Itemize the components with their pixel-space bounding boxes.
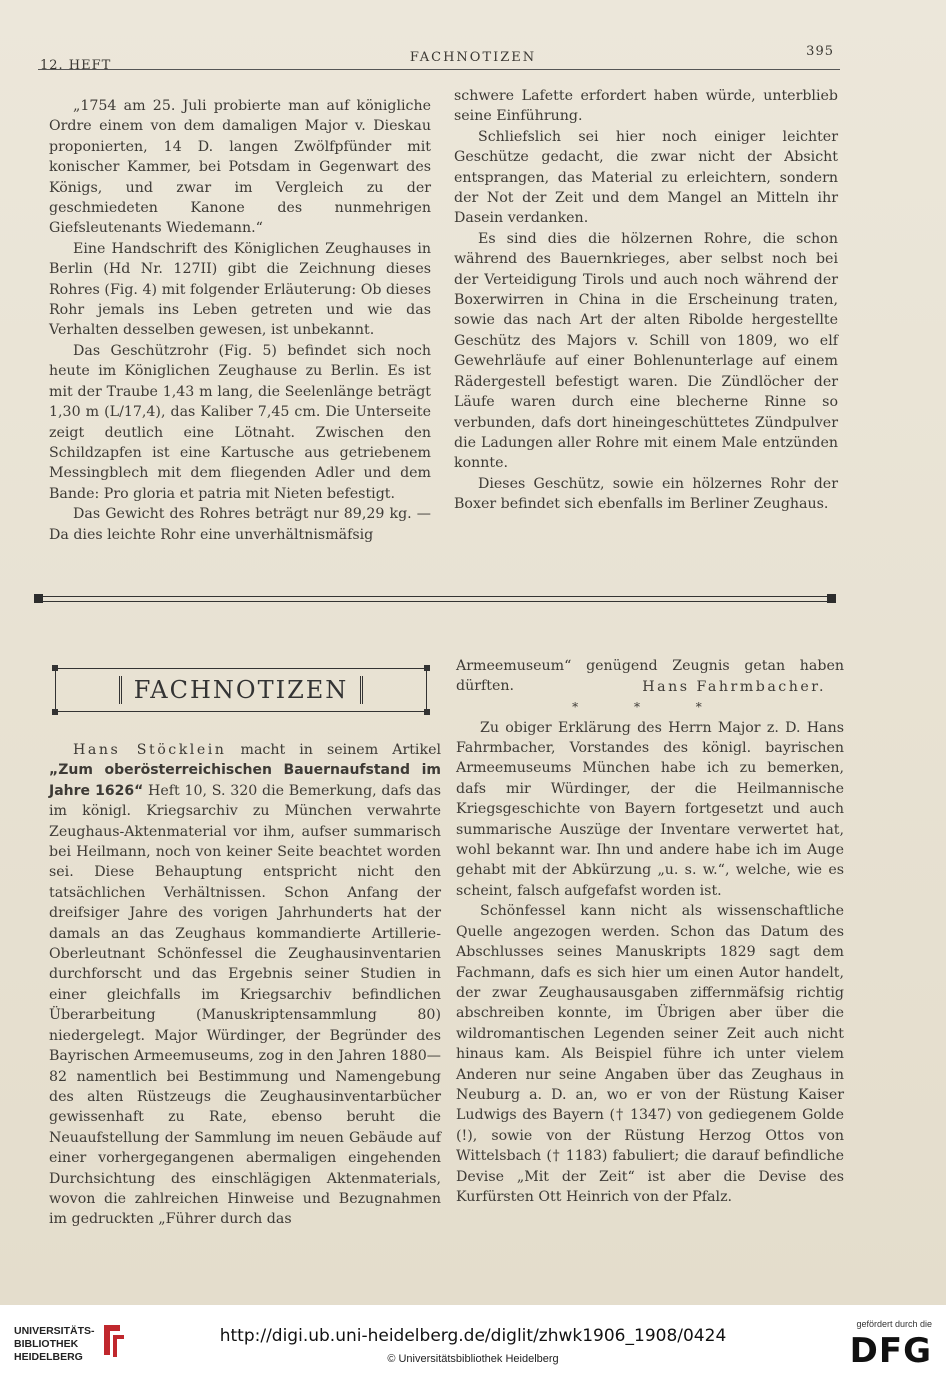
star-divider: * * * — [572, 700, 728, 715]
page-url[interactable]: http://digi.ub.uni-heidelberg.de/diglit/zhwk1906_1908/0424 — [219, 1326, 727, 1346]
section-separator — [34, 589, 836, 611]
author-name: Hans Stöcklein — [73, 742, 227, 758]
paragraph: Schliefslich sei hier noch einiger leichter Geschütze gedacht, die zwar nicht der Absicht entsprangen, das Material zu erleichtern, sondern der Not der Zeit und dem Mangel an Mitteln ihr Dasein verdanken. — [454, 128, 838, 227]
signature: Hans Fahrmbacher. — [642, 678, 826, 695]
copyright: © Universitätsbibliothek Heidelberg — [387, 1353, 559, 1365]
separator-line — [40, 596, 830, 597]
dfg-logo: DFG — [849, 1331, 932, 1371]
library-name-line: BIBLIOTHEK — [14, 1338, 79, 1350]
column-2 — [454, 86, 838, 515]
corner-square — [424, 665, 430, 671]
text-run: macht in seinem Artikel — [240, 742, 442, 758]
paragraph: Armeemuseum“ genügend Zeugnis getan haben dürften. — [456, 658, 844, 695]
corner-square — [52, 709, 58, 715]
library-name-line: HEIDELBERG — [14, 1351, 83, 1363]
text-run: Heft 10, S. 320 die Bemerkung, dafs das im königl. Kriegsarchiv zu München verwahrte Zeughaus-Aktenmaterial vor ihm, aufser summarisch bei Heilmann, noch von keiner Seite beachtet worden sei. Diese Behauptung entspricht nicht den tatsächlichen Verhältnissen. Schon Anfang der dreifsiger Jahre des vorigen Jahrhunderts hat der damals an das Zeughaus kommandierte Artillerie-Oberleutnant Schönfessel die Zeughausinventarien durchforscht und das Ergebnis seiner Studien in einer gleichfalls im Kriegsarchiv befindlichen Überarbeitung (Manuskriptensammlung 80) niedergelegt. Major Würdinger, der Begründer des Bayrischen Armeemuseums, zog in den Jahren 1880—82 namentlich bei Bestimmung und Namengebung des alten Rüstzeugs die Zeughausinventarbücher gewissenhaft zu Rate, ebenso beruht die Neuaufstellung der Sammlung im neuen Gebäude auf einer vorhergegangenen abermaligen eingehenden Durchsichtung des einschlägigen Aktenmaterials, wovon die zahlreichen Hinweise und Bezugnahmen im gedruckten „Führer durch das — [49, 782, 442, 1228]
paragraph: „1754 am 25. Juli probierte man auf königliche Ordre einem von dem damaligen Major v. Dieskau proponierten, 14 D. langen Zwölfpfünder mit konischer Kammer, bei Potsdam in Gegenwart des Königs, und zwar im Vergleich zu der geschmiedeten Kanone des nunmehrigen Giefsleutenants Wiedemann.“ — [49, 98, 431, 237]
article-title: „Zum oberösterreichischen Bauernaufstand im Jahre 1626“ — [49, 762, 441, 799]
running-head-title: FACHNOTIZEN — [409, 50, 537, 65]
section-title-box — [49, 662, 433, 718]
paragraph: Eine Handschrift des Königlichen Zeughauses in Berlin (Hd Nr. 127II) gibt die Zeichnung dieses Rohres (Fig. 4) mit folgender Erläuterung: Ob dieses Rohr jemals ins Leben getreten und wie das Verhalten desselben gewesen, ist unbekannt. — [49, 240, 431, 339]
separator-square — [827, 594, 836, 603]
running-head-issue: 12. HEFT — [40, 58, 112, 73]
column-3 — [49, 740, 441, 1230]
column-1 — [49, 96, 431, 545]
paragraph: Es sind dies die hölzernen Rohre, die schon während des Bauernkrieges, aber selbst noch bei der Verteidigung Tirols und auch noch während der Boxerwirren in China in die Erscheinung traten, sowie das nach Art der alten Ribolde hergestellte Geschütz des Majors v. Schill von 1809, wo elf Gewehrläufe auf einer Bohlenunterlage auf einem Rädergestell befestigt waren. Die Zündlöcher der Läufe waren durch eine blecherne Rinne so verbunden, dafs dort hineingeschüttetes Zündpulver die Ladungen aller Rohre mit einem Male entzünden konnte. — [454, 230, 838, 472]
funding-note: gefördert durch die — [856, 1319, 932, 1329]
library-name-line: UNIVERSITÄTS- — [14, 1325, 95, 1337]
separator-line — [40, 601, 830, 602]
paragraph: Zu obiger Erklärung des Herrn Major z. D. Hans Fahrmbacher, Vorstandes des königl. bayrischen Armeemuseums München habe ich zu bemerken, dafs mir Würdinger, der die Heilmannische Kriegsgeschichte von Bayern fortgesetzt und auch summarische Auszüge der Inventare verwertet hat, wohl bekannt war. Ihn und andere habe ich im Auge gehabt mit der Abkürzung „u. s. w.“, welche, wie es scheint, falsch aufgefafst worden ist. — [456, 719, 844, 899]
corner-square — [52, 665, 58, 671]
paragraph: Schönfessel kann nicht als wissenschaftliche Quelle angezogen werden. Schon das Datum des Abschlusses seines Manuskripts 1829 sagt dem Fachmann, dafs es sich hier um einen Autor handelt, der zwar Zeughausausgaben ziffernmäfsig richtig abschreiben konnte, im Übrigen aber über die wildromantischen Legenden seiner Zeit auch nicht hinaus kam. Als Beispiel führe ich unter vielem Anderen nur seine Angaben über das Zeughaus in Neuburg a. D. an, wo er von der Rüstung Kaiser Ludwigs des Bayern († 1347) von gediegenem Golde (!), sowie von der Rüstung Herzog Ottos von Wittelsbach († 1183) fabuliert; die darauf befindliche Devise „Mit der Zeit“ ist aber die Devise des Kurfürsten Ott Heinrich von der Pfalz. — [456, 903, 844, 1205]
paragraph — [49, 740, 441, 1230]
page-number: 395 — [806, 44, 834, 59]
section-title: FACHNOTIZEN — [133, 676, 349, 704]
column-4 — [456, 656, 844, 1207]
corner-square — [424, 709, 430, 715]
paragraph: schwere Lafette erfordert haben würde, unterblieb seine Einführung. — [454, 88, 838, 125]
paragraph: Dieses Geschütz, sowie ein hölzernes Rohr der Boxer befindet sich ebenfalls im Berliner Zeughaus. — [454, 475, 838, 513]
separator-square — [34, 594, 43, 603]
footer — [0, 1305, 946, 1378]
header-rule — [38, 69, 840, 70]
paragraph: Das Gewicht des Rohres beträgt nur 89,29 kg. — Da dies leichte Rohr eine unverhältnismäfsig — [49, 506, 431, 543]
paragraph: Das Geschützrohr (Fig. 5) befindet sich noch heute im Königlichen Zeughause zu Berlin. Es ist mit der Traube 1,43 m lang, die Seelenlänge beträgt 1,30 m (L/17,4), das Kaliber 7,45 cm. Die Unterseite zeigt deutlich eine Lötnaht. Zwischen den Schildzapfen ist eine Kartusche aus getriebenem Messingblech mit dem fliegenden Adler und dem Bande: Pro gloria et patria mit Nieten befestigt. — [49, 342, 431, 502]
